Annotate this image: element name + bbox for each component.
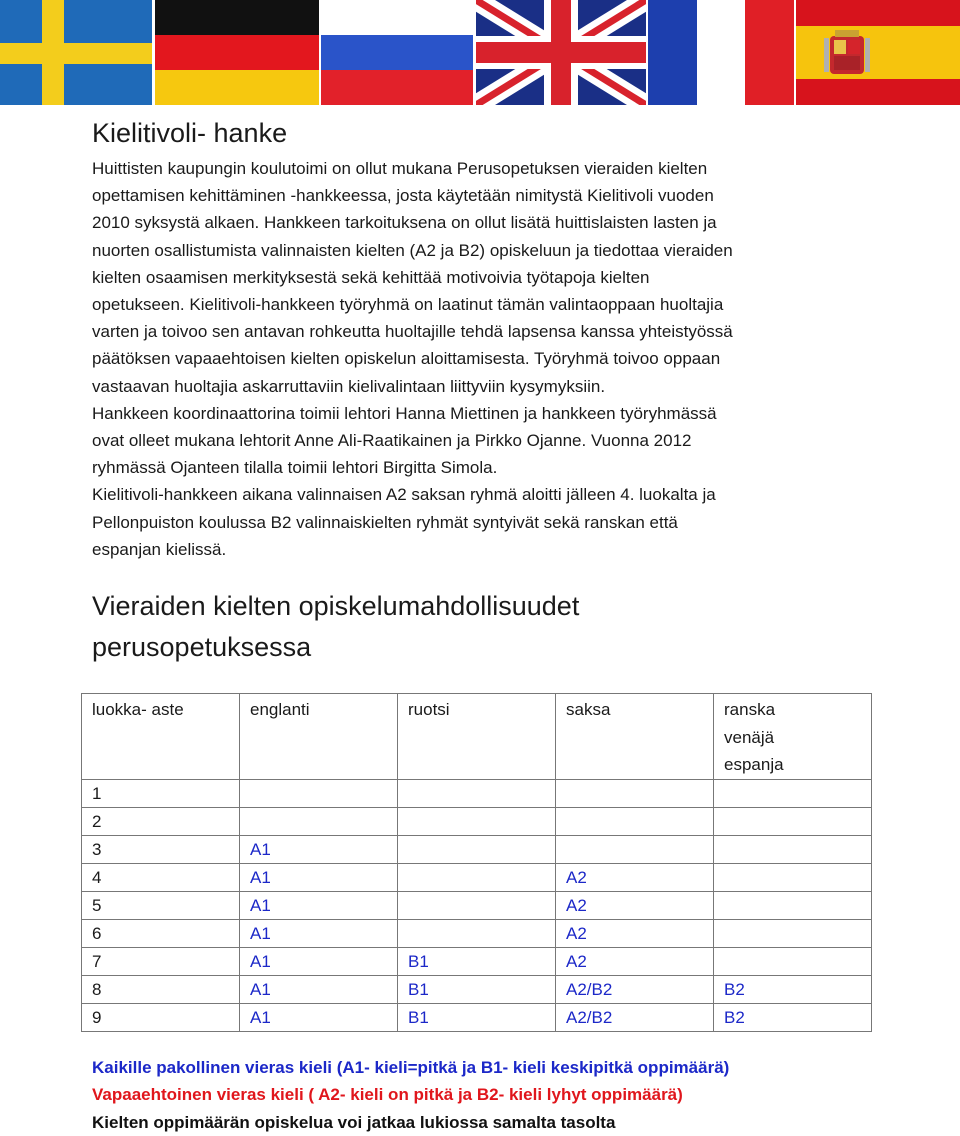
language-cell: A1 <box>240 948 398 976</box>
intro-line: varten ja toivoo sen antavan rohkeutta huoltajille tehdä lapsensa kanssa yhteistyössä <box>92 322 733 342</box>
language-cell <box>556 808 714 836</box>
intro-line: vastaavan huoltajia askarruttaviin kielivalintaan liittyviin kysymyksiin. <box>92 376 606 396</box>
grade-cell: 9 <box>82 1004 240 1032</box>
language-cell <box>240 808 398 836</box>
language-cell: A1 <box>240 1004 398 1032</box>
header-other-languages <box>714 694 872 780</box>
language-cell: B2 <box>714 1004 872 1032</box>
intro-line: espanjan kielissä. <box>92 539 227 559</box>
header-spanish: espanja <box>724 755 784 774</box>
intro-line: ryhmässä Ojanteen tilalla toimii lehtori Birgitta Simola. <box>92 458 498 478</box>
intro-line: opettamisen kehittäminen -hankkeessa, josta käytetään nimitystä Kielitivoli vuoden <box>92 186 714 206</box>
grade-cell: 7 <box>82 948 240 976</box>
intro-line: kielten osaamisen merkityksestä sekä kehittää motivoivia työtapoja kielten <box>92 267 650 287</box>
language-cell <box>556 836 714 864</box>
language-cell: A2/B2 <box>556 976 714 1004</box>
table-row <box>82 976 872 1004</box>
language-cell: A2 <box>556 864 714 892</box>
language-cell <box>556 780 714 808</box>
intro-line: Huittisten kaupungin koulutoimi on ollut mukana Perusopetuksen vieraiden kielten <box>92 159 708 178</box>
grade-cell: 6 <box>82 920 240 948</box>
language-cell: A1 <box>240 892 398 920</box>
header-german: saksa <box>556 694 714 780</box>
language-cell <box>714 780 872 808</box>
language-cell <box>398 864 556 892</box>
language-cell <box>714 892 872 920</box>
language-cell <box>398 780 556 808</box>
flag-russia-icon <box>321 0 473 105</box>
table-header-row <box>82 694 872 780</box>
flag-germany-icon <box>155 0 319 105</box>
table-row <box>82 808 872 836</box>
language-cell <box>398 920 556 948</box>
flags-banner <box>0 0 960 108</box>
language-cell: A1 <box>240 920 398 948</box>
note-optional: Vapaaehtoinen vieras kieli ( A2- kieli on pitkä ja B2- kieli lyhyt oppimäärä) <box>92 1085 683 1105</box>
intro-paragraph <box>92 155 952 563</box>
table-row <box>82 1004 872 1032</box>
flag-uk-icon <box>476 0 646 105</box>
flag-spain-icon <box>796 0 960 105</box>
intro-line: päätöksen vapaaehtoisen kielten opiskelun aloittamisesta. Työryhmä toivoo oppaan <box>92 349 721 369</box>
note-continue: Kielten oppimäärän opiskelua voi jatkaa lukiossa samalta tasolta <box>92 1112 616 1132</box>
language-cell <box>714 808 872 836</box>
table-row <box>82 948 872 976</box>
header-english: englanti <box>240 694 398 780</box>
intro-line: opetukseen. Kielitivoli-hankkeen työryhmä on laatinut tämän valintaoppaan huoltajia <box>92 295 724 315</box>
intro-line: Hankkeen koordinaattorina toimii lehtori Hanna Miettinen ja hankkeen työryhmässä <box>92 403 717 423</box>
table-row <box>82 780 872 808</box>
language-cell <box>398 892 556 920</box>
language-cell <box>398 836 556 864</box>
language-cell: B1 <box>398 976 556 1004</box>
language-cell: A2 <box>556 948 714 976</box>
intro-line: 2010 syksystä alkaen. Hankkeen tarkoituksena on ollut lisätä huittislaisten lasten ja <box>92 213 717 233</box>
language-table <box>81 693 872 1032</box>
grade-cell: 3 <box>82 836 240 864</box>
section-heading-line: Vieraiden kielten opiskelumahdollisuudet <box>92 591 580 621</box>
language-cell: B1 <box>398 948 556 976</box>
grade-cell: 1 <box>82 780 240 808</box>
flag-france-icon <box>648 0 794 105</box>
note-mandatory: Kaikille pakollinen vieras kieli (A1- kieli=pitkä ja B1- kieli keskipitkä oppimäärä) <box>92 1058 730 1077</box>
legend-notes <box>92 1054 729 1136</box>
table-row <box>82 864 872 892</box>
header-russian: venäjä <box>724 727 775 747</box>
language-cell: B2 <box>714 976 872 1004</box>
intro-line: nuorten osallistumista valinnaisten kielten (A2 ja B2) opiskeluun ja tiedottaa vieraiden <box>92 240 733 260</box>
table-row <box>82 892 872 920</box>
language-cell: A1 <box>240 836 398 864</box>
grade-cell: 8 <box>82 976 240 1004</box>
intro-line: Pellonpuiston koulussa B2 valinnaiskielten ryhmät syntyivät sekä ranskan että <box>92 512 678 532</box>
language-cell: A2 <box>556 892 714 920</box>
page-title: Kielitivoli- hanke <box>92 118 288 148</box>
language-cell <box>240 780 398 808</box>
language-cell: B1 <box>398 1004 556 1032</box>
grade-cell: 4 <box>82 864 240 892</box>
language-cell <box>714 836 872 864</box>
grade-cell: 5 <box>82 892 240 920</box>
language-cell: A2 <box>556 920 714 948</box>
header-grade: luokka- aste <box>82 694 240 780</box>
section-heading-line: perusopetuksessa <box>92 632 312 662</box>
table-row <box>82 836 872 864</box>
language-cell <box>398 808 556 836</box>
table-row <box>82 920 872 948</box>
section-heading <box>92 586 792 668</box>
intro-line: ovat olleet mukana lehtorit Anne Ali-Raatikainen ja Pirkko Ojanne. Vuonna 2012 <box>92 431 692 451</box>
language-cell <box>714 864 872 892</box>
grade-cell: 2 <box>82 808 240 836</box>
intro-line: Kielitivoli-hankkeen aikana valinnaisen A2 saksan ryhmä aloitti jälleen 4. luokalta ja <box>92 485 716 505</box>
language-cell: A1 <box>240 976 398 1004</box>
header-french: ranska <box>724 700 776 719</box>
language-cell <box>714 920 872 948</box>
language-cell: A1 <box>240 864 398 892</box>
language-cell <box>714 948 872 976</box>
flag-sweden-icon <box>0 0 152 105</box>
header-swedish: ruotsi <box>398 694 556 780</box>
language-cell: A2/B2 <box>556 1004 714 1032</box>
